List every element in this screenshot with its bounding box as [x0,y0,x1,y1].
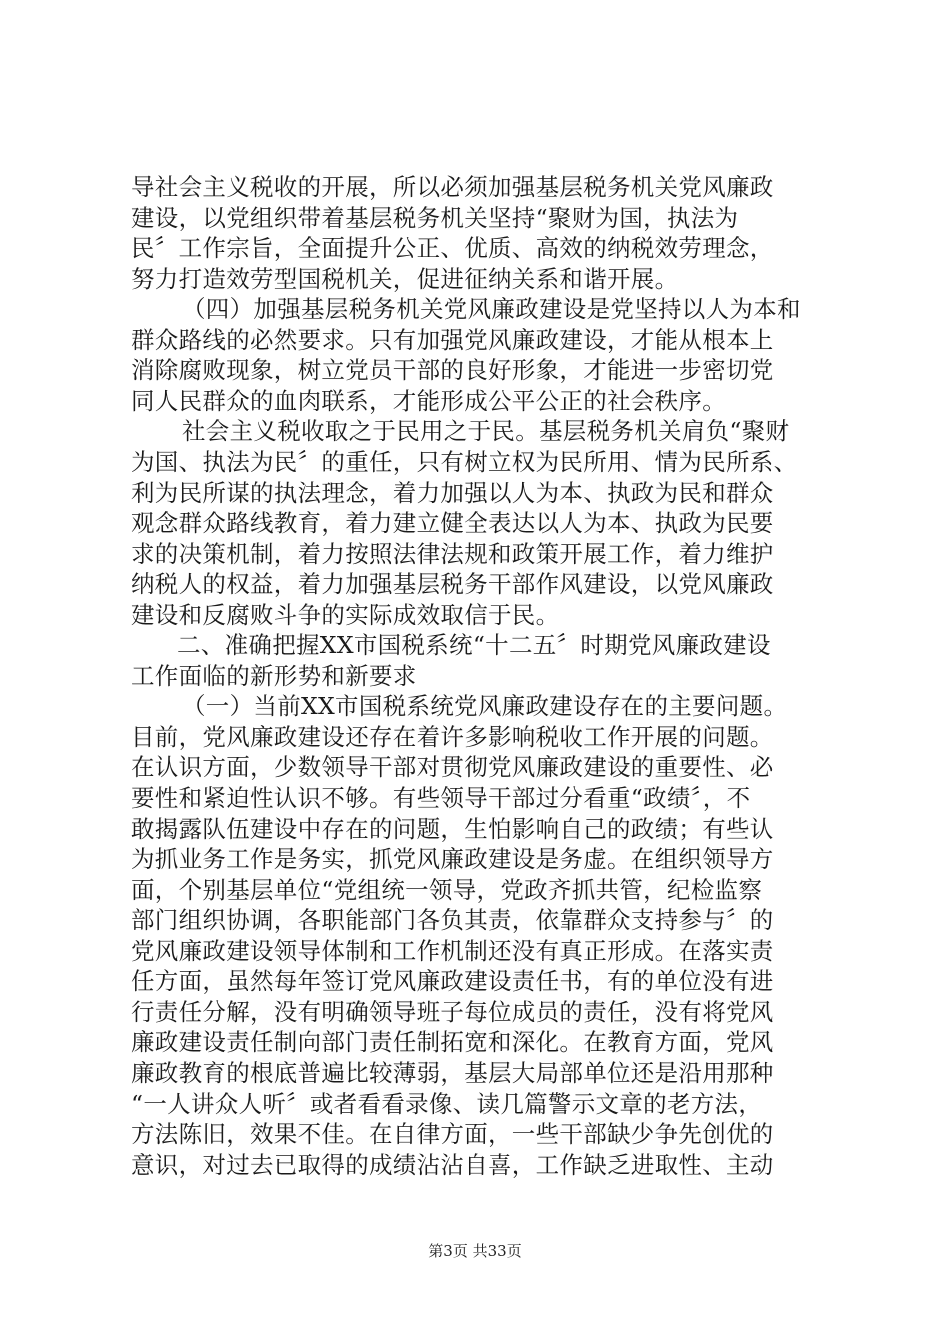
text-line: 纳税人的权益，着力加强基层税务干部作风建设，以党风廉政 [131,570,774,598]
text-line: 要性和紧迫性认识不够。有些领导干部过分看重“政绩〞，不 [131,784,751,812]
text-line: （一）当前XX市国税系统党风廉政建设存在的主要问题。 [182,692,788,720]
text-line: 社会主义税收取之于民用之于民。基层税务机关肩负“聚财 [182,417,790,445]
text-line: 为抓业务工作是务实，抓党风廉政建设是务虚。在组织领导方 [131,845,774,873]
text-line: 同人民群众的血肉联系，才能形成公平公正的社会秩序。 [131,387,726,415]
text-line: 建设，以党组织带着基层税务机关坚持“聚财为国，执法为 [131,204,739,232]
text-line: 廉政教育的根底普遍比较薄弱，基层大局部单位还是沿用那种 [131,1059,774,1087]
text-line: 二、准确把握XX市国税系统“十二五〞时期党风廉政建设 [177,631,771,659]
text-line: 行责任分解，没有明确领导班子每位成员的责任，没有将党风 [131,998,774,1026]
text-line: 部门组织协调，各职能部门各负其责，依靠群众支持参与〞的 [131,906,774,934]
text-line: 群众路线的必然要求。只有加强党风廉政建设，才能从根本上 [131,326,774,354]
page-footer: 第3页 共33页 [428,1242,522,1260]
text-line: 在认识方面，少数领导干部对贯彻党风廉政建设的重要性、必 [131,753,774,781]
text-line: 利为民所谋的执法理念，着力加强以人为本、执政为民和群众 [131,479,774,507]
text-line: 面，个别基层单位“党组统一领导，党政齐抓共管，纪检监察 [131,876,763,904]
text-line: 工作面临的新形势和新要求 [131,662,417,690]
text-line: （四）加强基层税务机关党风廉政建设是党坚持以人为本和 [182,295,801,323]
text-line: 党风廉政建设领导体制和工作机制还没有真正形成。在落实责 [131,937,774,965]
text-line: “一人讲众人听〞或者看看录像、读几篇警示文章的老方法， [131,1090,763,1118]
text-line: 敢揭露队伍建设中存在的问题，生怕影响自己的政绩；有些认 [131,815,774,843]
text-line: 廉政建设责任制向部门责任制拓宽和深化。在教育方面，党风 [131,1028,774,1056]
text-line: 任方面，虽然每年签订党风廉政建设责任书，有的单位没有进 [131,967,774,995]
text-line: 意识，对过去已取得的成绩沾沾自喜，工作缺乏进取性、主动 [131,1151,774,1179]
text-line: 目前，党风廉政建设还存在着许多影响税收工作开展的问题。 [131,723,774,751]
text-line: 建设和反腐败斗争的实际成效取信于民。 [131,601,560,629]
text-line: 民〞工作宗旨，全面提升公正、优质、高效的纳税效劳理念， [131,234,774,262]
text-line: 消除腐败现象，树立党员干部的良好形象，才能进一步密切党 [131,356,774,384]
text-line: 方法陈旧，效果不佳。在自律方面，一些干部缺少争先创优的 [131,1120,774,1148]
text-line: 求的决策机制，着力按照法律法规和政策开展工作，着力维护 [131,540,774,568]
text-line: 导社会主义税收的开展，所以必须加强基层税务机关党风廉政 [131,173,774,201]
text-line: 努力打造效劳型国税机关，促进征纳关系和谐开展。 [131,265,679,293]
text-line: 观念群众路线教育，着力建立健全表达以人为本、执政为民要 [131,509,774,537]
text-line: 为国、执法为民〞的重任，只有树立权为民所用、情为民所系、 [131,448,798,476]
